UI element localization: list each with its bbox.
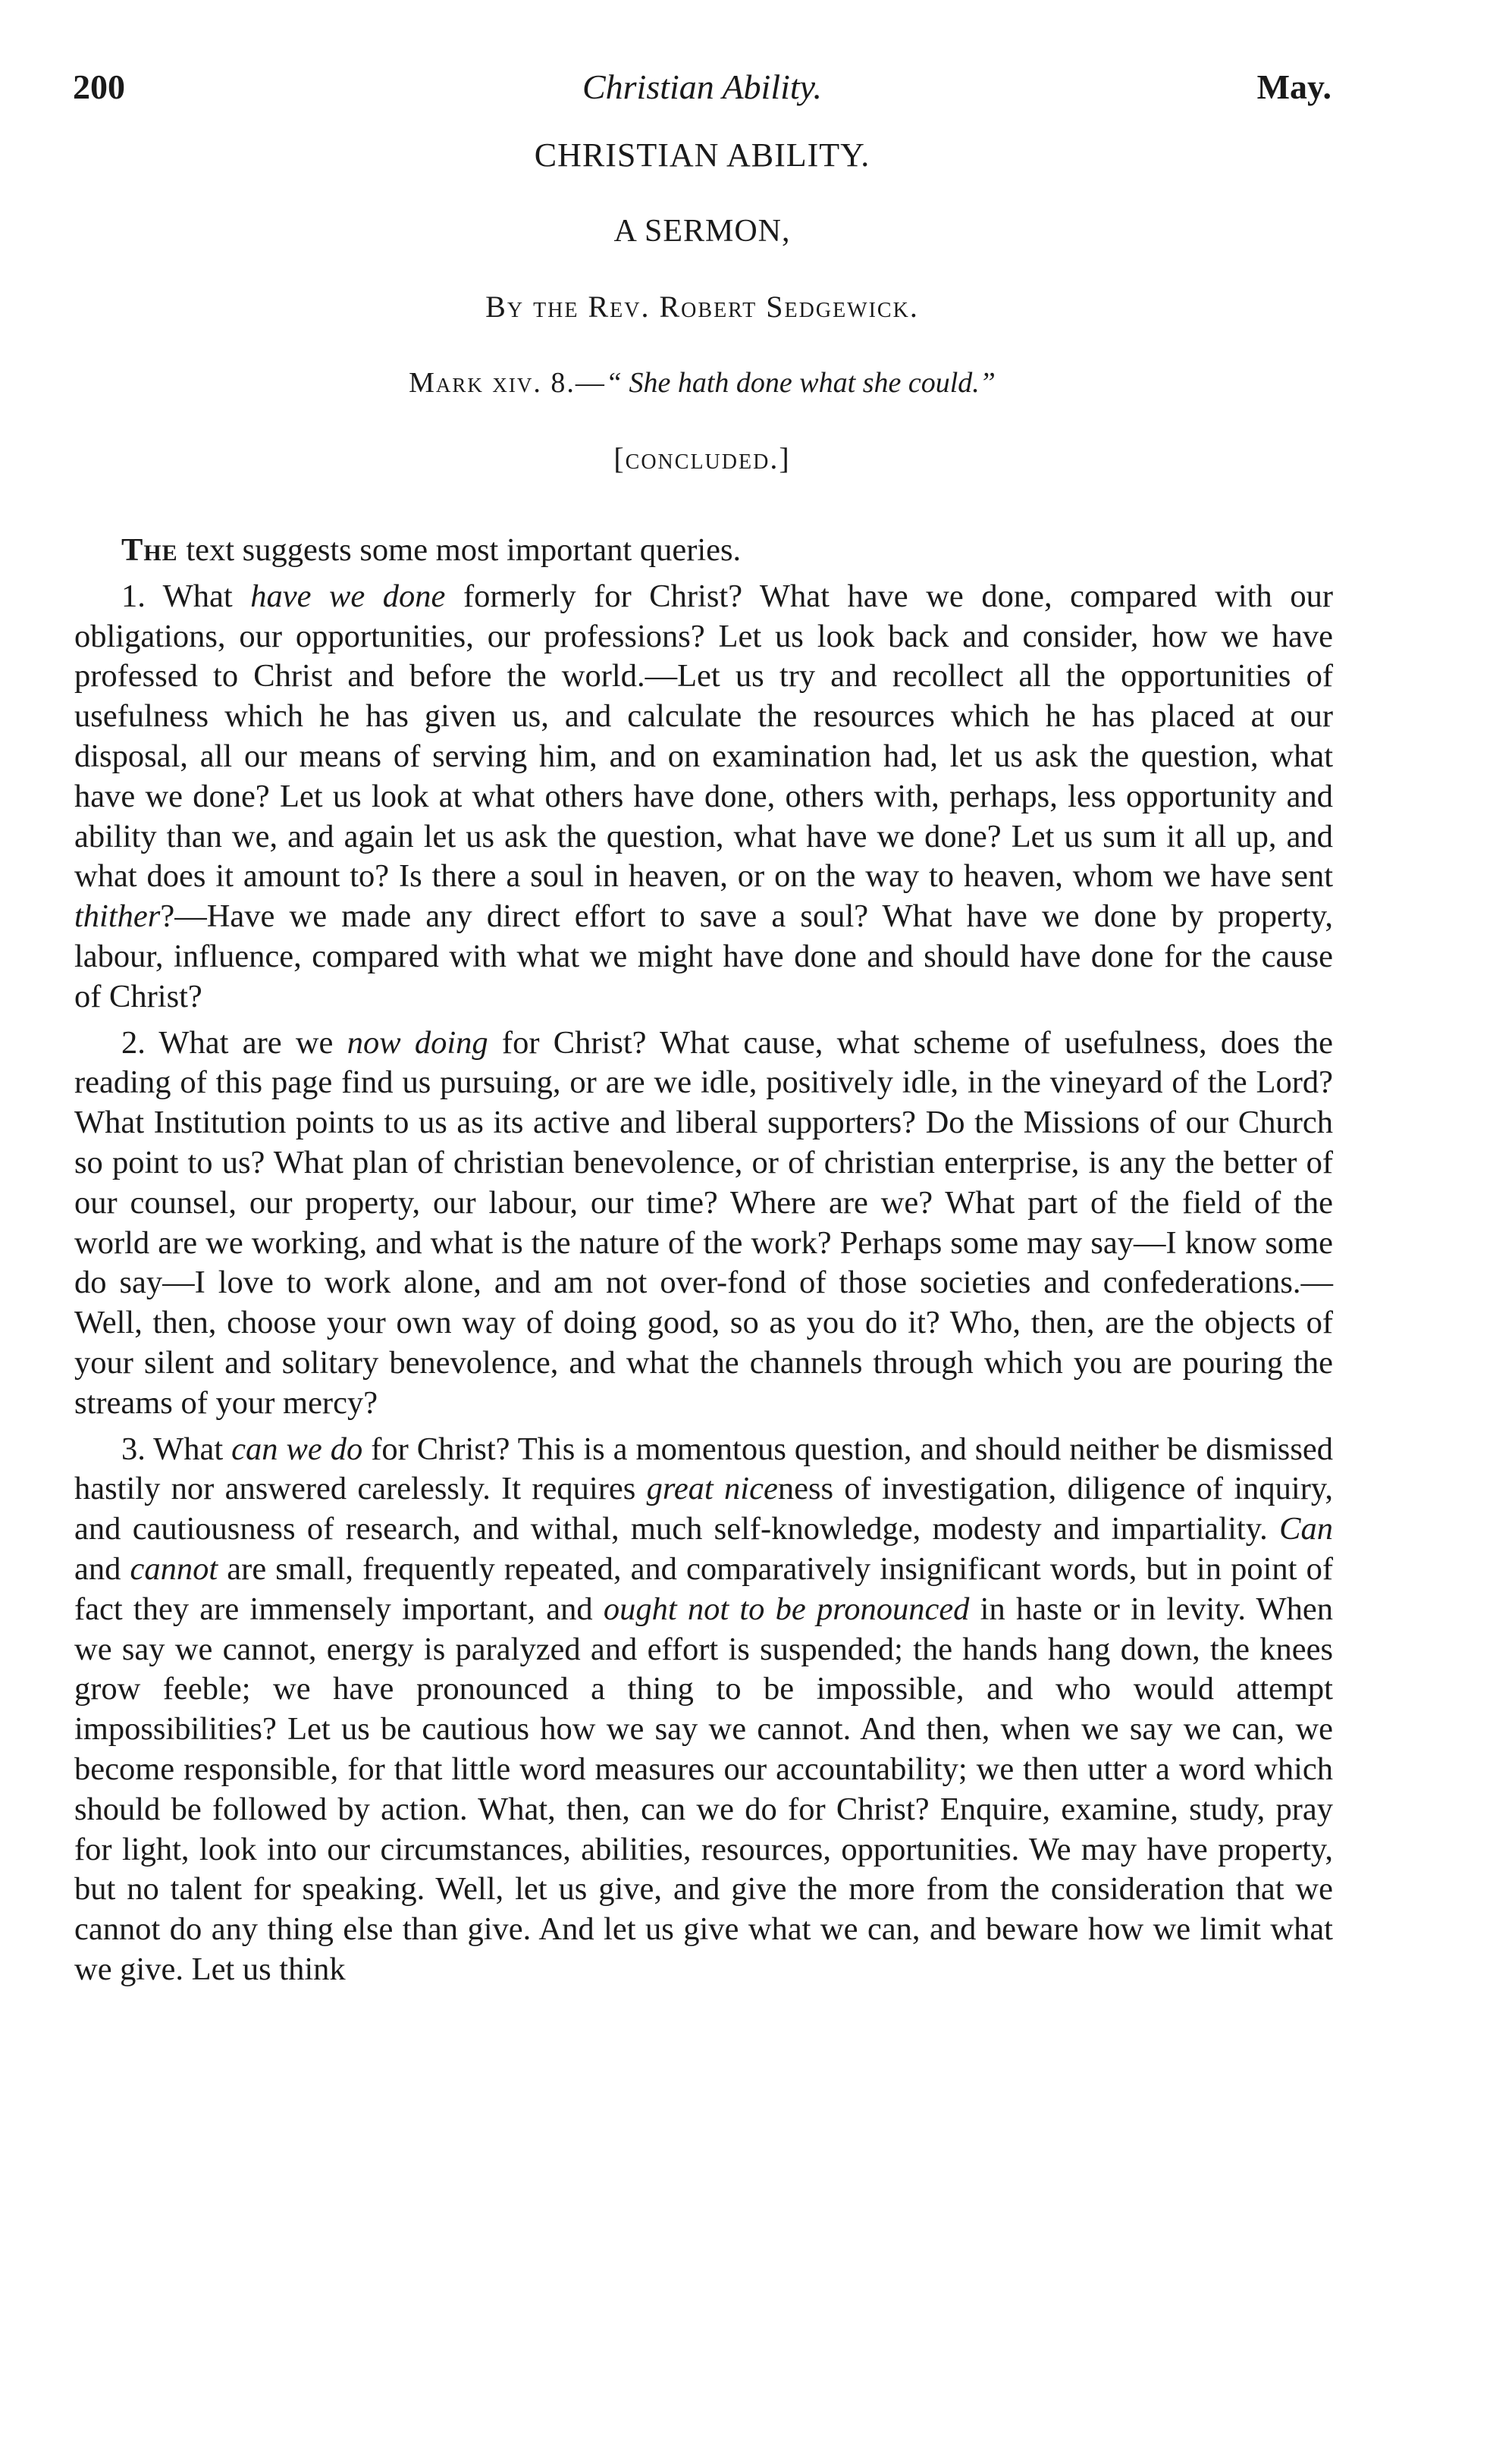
lead-word: The: [121, 532, 178, 568]
paragraph-text: 1. What: [121, 578, 251, 614]
scripture-quote: “ She hath done what she could.”: [605, 367, 996, 399]
paragraph-text: and: [74, 1550, 130, 1587]
concluded-note: [concluded.]: [613, 441, 791, 475]
emphasis: Can: [1279, 1511, 1333, 1547]
paragraph-3: [74, 1430, 1333, 1990]
emphasis: great nice: [646, 1471, 778, 1507]
page-number: 200: [73, 67, 125, 106]
article-heading: [73, 133, 1331, 504]
emphasis: now doing: [347, 1024, 488, 1061]
article-author: By the Rev. Robert Sedgewick.: [485, 290, 919, 324]
article-title: CHRISTIAN ABILITY.: [534, 136, 870, 174]
paragraph-text: ?—Have we made any direct effort to save a soul? What have we done by property, labour, influence, compared with what we might have done and should have done for the cause of Christ?: [74, 898, 1333, 1014]
emphasis: can we do: [231, 1431, 363, 1467]
paragraph-text: text suggests some most important queries.: [177, 532, 742, 568]
emphasis: thither: [74, 898, 161, 935]
scripture-reference: [73, 360, 1331, 436]
running-month: May.: [1256, 67, 1331, 106]
running-title: Christian Ability.: [582, 67, 823, 106]
paragraph-2: [74, 1024, 1333, 1424]
paragraph-1: [74, 577, 1333, 1017]
paragraph-text: are small, frequently repeated, and comparatively insignificant words, but in point of fact they are immensely important, and: [74, 1550, 1333, 1627]
paragraph-intro: [74, 531, 1333, 571]
emphasis: have we done: [250, 578, 446, 614]
scripture-citation: Mark xiv. 8.—: [409, 367, 606, 399]
paragraph-text: ness of investigation, diligence of inquiry, and cautiousness of research, and withal, much self-knowledge, modesty and impartiality.: [74, 1471, 1333, 1547]
paragraph-text: 3. What: [121, 1431, 232, 1467]
paragraph-text: for Christ? What cause, what scheme of usefulness, does the reading of this page find us pursuing, or are we idle, positively idle, in the vineyard of the Lord? What Institution points to us as its active and liberal supporters? Do the Missions of our Church so point to us? What plan of christian benevolence, or of christian enterprise, is any the better of our counsel, our property, our labour, our time? Where are we? What part of the field of the world are we working, and what is the nature of the work? Perhaps some may say—I know some do say—I love to work alone, and am not over-fond of those societies and confederations.—Well, then, choose your own way of doing good, so as you do it? Who, then, are the objects of your silent and solitary benevolence, and what the channels through which you are pouring the streams of your mercy?: [74, 1024, 1333, 1421]
paragraph-text: formerly for Christ? What have we done, compared with our obligations, our opportunities, our professions? Let us look back and consider, how we have professed to Christ and before the world.—Let us try and recollect all the opportunities of usefulness which he has given us, and calculate the resources which he has placed at our disposal, all our means of serving him, and on examination had, let us ask the question, what have we done? Let us look at what others have done, others with, perhaps, less opportunity and ability than we, and again let us ask the question, what have we done? Let us sum it all up, and what does it amount to? Is there a soul in heaven, or on the way to heaven, whom we have sent: [74, 578, 1333, 895]
emphasis: cannot: [130, 1550, 218, 1587]
article-subtitle: A SERMON,: [613, 214, 791, 249]
emphasis: ought not to be pronounced: [603, 1591, 970, 1627]
running-header: [73, 67, 1331, 120]
paragraph-text: in haste or in levity. When we say we cannot, energy is paralyzed and effort is suspended; the hands hang down, the knees grow feeble; we have pronounced a thing to be impossible, and who would attempt impossibilities? Let us be cautious how we say we cannot. And then, when we say we can, we become responsible, for that little word measures our accountability; we then utter a word which should be followed by action. What, then, can we do for Christ? Enquire, examine, study, pray for light, look into our circumstances, abilities, resources, opportunities. We may have property, but no talent for speaking. Well, let us give, and give the more from the consideration that we cannot do any thing else than give. And let us give what we can, and beware how we limit what we give. Let us think: [74, 1591, 1333, 1987]
sermon-body: [74, 531, 1333, 1996]
paragraph-text: 2. What are we: [121, 1024, 347, 1061]
paragraph-text: for Christ? This is a momentous question, and should neither be dismissed hastily nor answered carelessly. It requires: [74, 1431, 1333, 1507]
